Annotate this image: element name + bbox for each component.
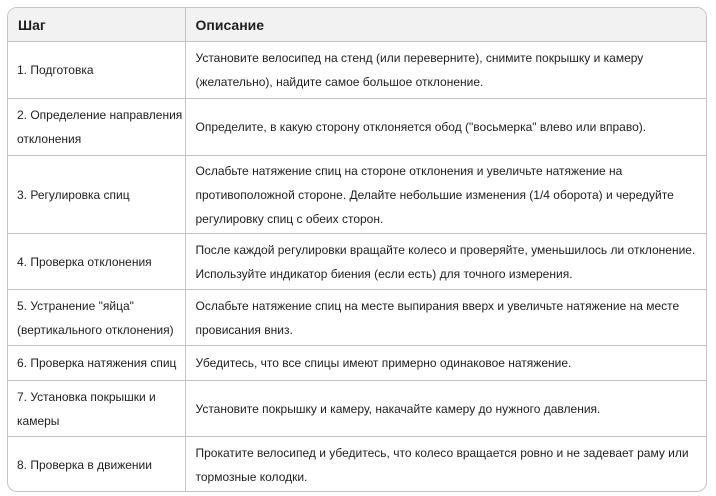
- step-cell: 7. Установка покрышки и камеры: [8, 381, 185, 437]
- step-cell: 5. Устранение "яйца" (вертикального отклонения): [8, 290, 185, 346]
- description-cell: Установите покрышку и камеру, накачайте камеру до нужного давления.: [185, 381, 706, 437]
- table-body: [8, 42, 706, 493]
- table-row: [8, 42, 706, 99]
- description-cell: Установите велосипед на стенд (или переверните), снимите покрышку и камеру (желательно), найдите самое большое отклонение.: [195, 51, 644, 89]
- description-cell: Определите, в какую сторону отклоняется обод ("восьмерка" влево или вправо).: [185, 99, 706, 156]
- description-cell: Убедитесь, что все спицы имеют примерно одинаковое натяжение.: [185, 346, 706, 381]
- steps-table-container: [7, 7, 707, 492]
- header-description: Описание: [185, 8, 706, 42]
- step-cell: 1. Подготовка: [8, 42, 185, 99]
- description-cell: Ослабьте натяжение спиц на месте выпирания вверх и увеличьте натяжение на месте провисания вниз.: [185, 290, 706, 346]
- table-row: [8, 437, 706, 493]
- table-row: [8, 381, 706, 437]
- step-cell: 3. Регулировка спиц: [8, 156, 185, 234]
- table-header: [8, 8, 706, 42]
- table-row: [8, 99, 706, 156]
- description-cell: После каждой регулировки вращайте колесо и проверяйте, уменьшилось ли отклонение. Используйте индикатор биения (если есть) для точного измерения.: [185, 234, 706, 290]
- table-row: [8, 346, 706, 381]
- table-row: [8, 234, 706, 290]
- step-cell: 8. Проверка в движении: [8, 437, 185, 493]
- step-cell: 2. Определение направления отклонения: [8, 99, 185, 156]
- description-cell: Прокатите велосипед и убедитесь, что колесо вращается ровно и не задевает раму или тормозные колодки.: [185, 437, 706, 493]
- header-row: [8, 8, 706, 42]
- step-cell: 6. Проверка натяжения спиц: [8, 346, 185, 381]
- table-row: [8, 290, 706, 346]
- step-cell: 4. Проверка отклонения: [8, 234, 185, 290]
- table-row: [8, 156, 706, 234]
- steps-table: [8, 8, 706, 492]
- description-cell: Ослабьте натяжение спиц на стороне отклонения и увеличьте натяжение на противоположной стороне. Делайте небольшие изменения (1/4 оборота) и чередуйте регулировку спиц с обеих сторон.: [185, 156, 706, 234]
- header-step: Шаг: [8, 8, 185, 42]
